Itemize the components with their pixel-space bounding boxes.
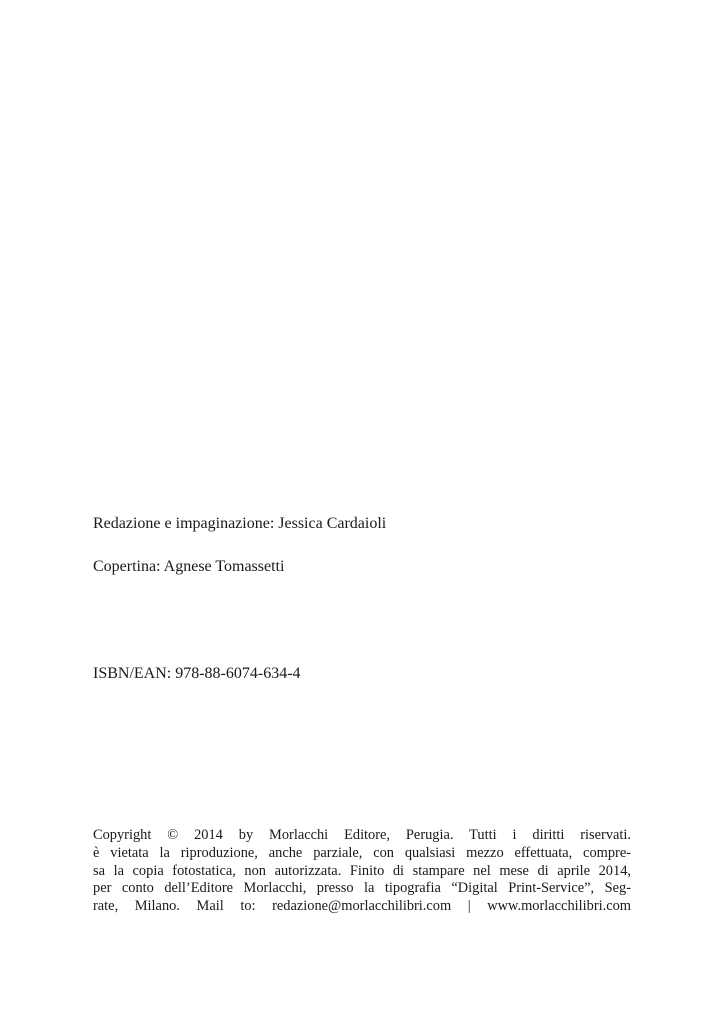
copyright-line: è vietata la riproduzione, anche parziale, con qualsiasi mezzo effettuata, compre- [93,844,631,861]
cover-credit: Copertina: Agnese Tomassetti [93,558,285,575]
copyright-line: rate, Milano. Mail to: redazione@morlacchilibri.com | www.morlacchilibri.com [93,898,631,915]
copyright-line: per conto dell’Editore Morlacchi, presso la tipografia “Digital Print-Service”, Seg- [93,880,631,897]
copyright-line: sa la copia fotostatica, non autorizzata. Finito di stampare nel mese di aprile 2014, [93,862,631,879]
isbn-line: ISBN/EAN: 978-88-6074-634-4 [93,665,301,682]
copyright-notice [93,827,631,916]
copyright-line: Copyright © 2014 by Morlacchi Editore, Perugia. Tutti i diritti riservati. [93,827,631,843]
editing-credit: Redazione e impaginazione: Jessica Cardaioli [93,515,387,532]
